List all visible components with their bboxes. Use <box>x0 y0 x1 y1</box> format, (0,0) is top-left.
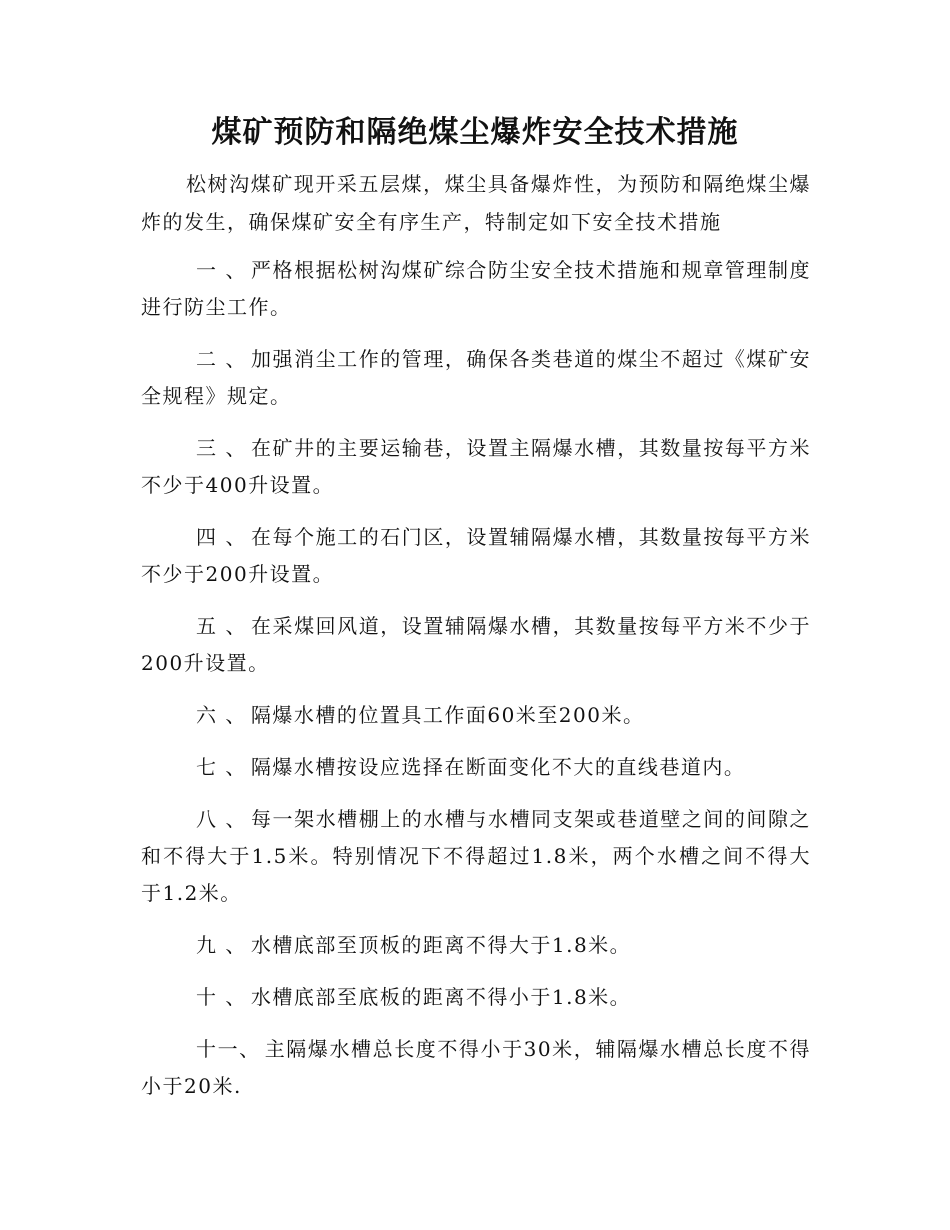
clause-5 <box>141 608 811 682</box>
clause-10 <box>141 979 811 1016</box>
clause-text: 严格根据松树沟煤矿综合防尘安全技术措施和规章管理制度进行防尘工作。 <box>141 258 812 319</box>
clause-text: 加强消尘工作的管理，确保各类巷道的煤尘不超过《煤矿安全规程》规定。 <box>141 347 812 408</box>
clause-separator: 、 <box>217 525 247 549</box>
clause-9 <box>141 927 811 964</box>
clause-separator: 、 <box>217 933 247 957</box>
clause-separator: 、 <box>239 1037 261 1061</box>
clause-11 <box>141 1031 811 1105</box>
clause-number: 二 <box>196 347 218 371</box>
clause-number: 八 <box>196 807 218 831</box>
clause-separator: 、 <box>217 703 247 727</box>
clause-2 <box>141 341 811 415</box>
clause-6 <box>141 697 811 734</box>
clause-number: 十 <box>196 985 218 1009</box>
clause-number: 四 <box>196 525 218 549</box>
clause-text: 在每个施工的石门区，设置辅隔爆水槽，其数量按每平方米不少于200升设置。 <box>141 525 812 586</box>
clause-separator: 、 <box>217 807 247 831</box>
clause-number: 六 <box>196 703 218 727</box>
clause-number: 十一 <box>196 1037 240 1061</box>
clause-number: 三 <box>196 436 218 460</box>
clause-text: 主隔爆水槽总长度不得小于30米，辅隔爆水槽总长度不得小于20米. <box>141 1037 812 1098</box>
clause-separator: 、 <box>217 614 247 638</box>
clause-text: 在采煤回风道，设置辅隔爆水槽，其数量按每平方米不少于200升设置。 <box>141 614 812 675</box>
clause-number: 九 <box>196 933 218 957</box>
clause-text: 每一架水槽棚上的水槽与水槽同支架或巷道壁之间的间隙之和不得大于1.5米。特别情况下不得超过1.8米，两个水槽之间不得大于1.2米。 <box>141 807 812 905</box>
clause-separator: 、 <box>217 755 247 779</box>
clause-1 <box>141 252 811 326</box>
clause-separator: 、 <box>217 258 247 282</box>
clause-separator: 、 <box>217 347 247 371</box>
clause-number: 五 <box>196 614 218 638</box>
clause-number: 七 <box>196 755 218 779</box>
clause-text: 水槽底部至底板的距离不得小于1.8米。 <box>250 985 632 1009</box>
clause-7 <box>141 749 811 786</box>
clause-text: 在矿井的主要运输巷，设置主隔爆水槽，其数量按每平方米不少于400升设置。 <box>141 436 812 497</box>
clause-4 <box>141 519 811 593</box>
clause-3 <box>141 430 811 504</box>
clause-number: 一 <box>196 258 218 282</box>
clause-separator: 、 <box>217 985 247 1009</box>
clause-text: 水槽底部至顶板的距离不得大于1.8米。 <box>250 933 632 957</box>
document-title: 煤矿预防和隔绝煤尘爆炸安全技术措施 <box>211 115 739 150</box>
clause-text: 隔爆水槽按设应选择在断面变化不大的直线巷道内。 <box>250 755 746 779</box>
clause-text: 隔爆水槽的位置具工作面60米至200米。 <box>250 703 645 727</box>
clause-separator: 、 <box>217 436 247 460</box>
clause-list <box>141 252 811 1120</box>
intro-paragraph: 松树沟煤矿现开采五层煤，煤尘具备爆炸性，为预防和隔绝煤尘爆炸的发生，确保煤矿安全有序生产，特制定如下安全技术措施 <box>141 172 811 234</box>
clause-8 <box>141 801 811 912</box>
